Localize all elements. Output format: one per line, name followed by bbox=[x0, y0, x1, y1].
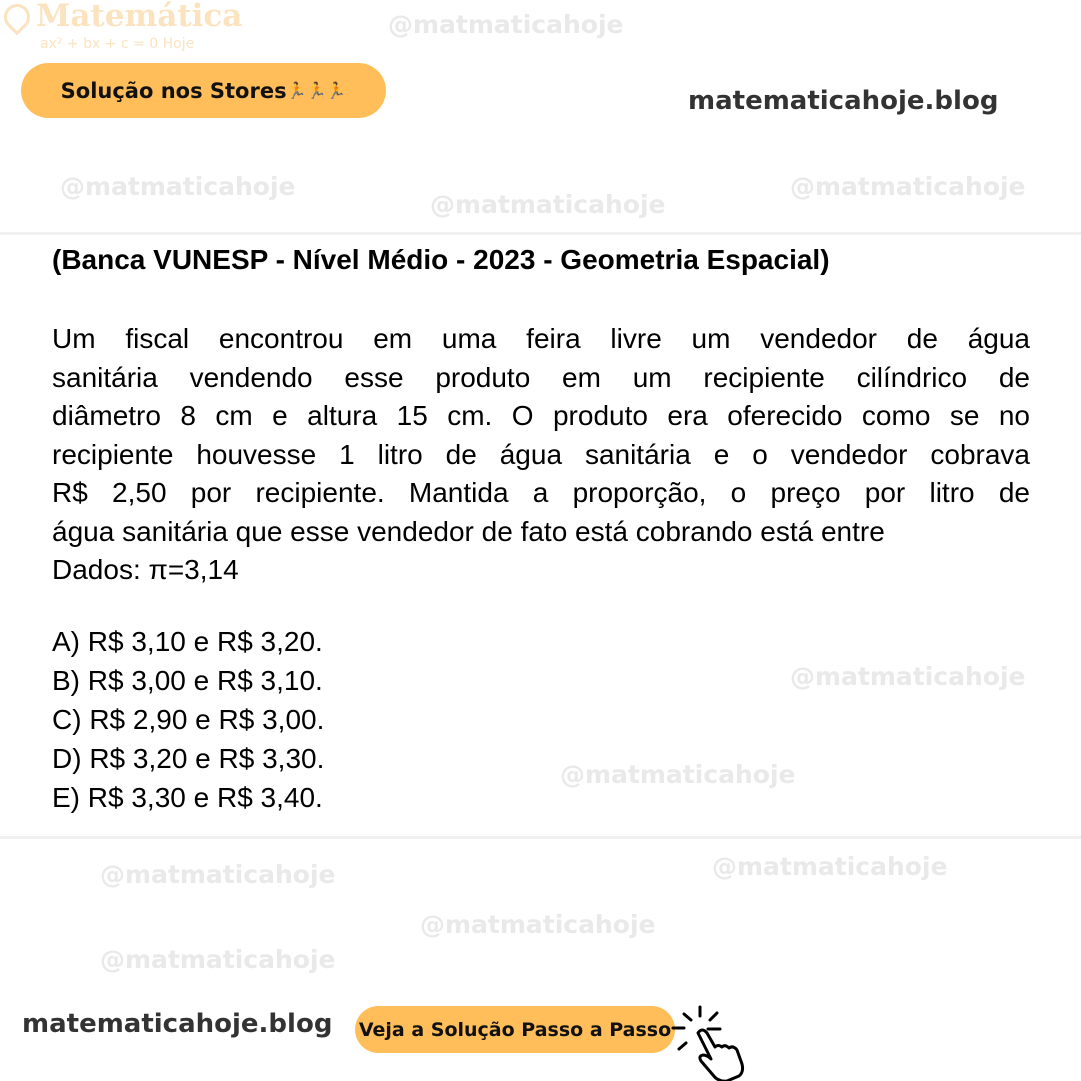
watermark: @matmaticahoje bbox=[790, 662, 1026, 691]
divider bbox=[0, 232, 1081, 235]
site-link-top[interactable]: matematicahoje.blog bbox=[688, 86, 999, 116]
question-line: Um fiscal encontrou em uma feira livre um vendedor de água bbox=[52, 323, 1030, 354]
watermark: @matmaticahoje bbox=[388, 10, 624, 39]
question-line: R$ 2,50 por recipiente. Mantida a proporção, o preço por litro de bbox=[52, 477, 1030, 508]
stores-button[interactable] bbox=[21, 63, 386, 118]
option-e: E) R$ 3,30 e R$ 3,40. bbox=[52, 782, 323, 813]
watermark: @matmaticahoje bbox=[430, 190, 666, 219]
question-title: (Banca VUNESP - Nível Médio - 2023 - Geometria Espacial) bbox=[52, 244, 830, 275]
question-line: sanitária vendendo esse produto em um recipiente cilíndrico de bbox=[52, 361, 1030, 393]
logo-title: Matemática bbox=[36, 0, 243, 34]
watermark: @matmaticahoje bbox=[560, 760, 796, 789]
watermark: @matmaticahoje bbox=[420, 910, 656, 939]
options-list bbox=[52, 622, 324, 817]
watermark: @matmaticahoje bbox=[712, 852, 948, 881]
watermark: @matmaticahoje bbox=[60, 172, 296, 201]
solution-button[interactable] bbox=[355, 1006, 675, 1053]
question-text bbox=[52, 320, 1030, 590]
option-a: A) R$ 3,10 e R$ 3,20. bbox=[52, 626, 323, 657]
watermark: @matmaticahoje bbox=[790, 172, 1026, 201]
watermark: @matmaticahoje bbox=[100, 860, 336, 889]
question-data: Dados: π=3,14 bbox=[52, 554, 239, 585]
option-c: C) R$ 2,90 e R$ 3,00. bbox=[52, 704, 325, 735]
question-line: recipiente houvesse 1 litro de água sanitária e o vendedor cobrava bbox=[52, 438, 1030, 470]
question-line: água sanitária que esse vendedor de fato está cobrando está entre bbox=[52, 515, 885, 547]
question-line: diâmetro 8 cm e altura 15 cm. O produto era oferecido como se no bbox=[52, 400, 1030, 431]
solution-button-label: Veja a Solução Passo a Passo bbox=[358, 1018, 672, 1041]
runner-icons: 🏃🏃🏃 bbox=[286, 81, 347, 100]
site-link-bottom[interactable]: matematicahoje.blog bbox=[22, 1009, 333, 1039]
option-b: B) R$ 3,00 e R$ 3,10. bbox=[52, 665, 323, 696]
pointing-hand-icon bbox=[670, 1005, 755, 1081]
divider bbox=[0, 836, 1081, 839]
option-d: D) R$ 3,20 e R$ 3,30. bbox=[52, 743, 325, 774]
pin-icon bbox=[0, 0, 35, 35]
watermark: @matmaticahoje bbox=[100, 945, 336, 974]
stores-button-label: Solução nos Stores bbox=[60, 78, 287, 103]
logo-subtitle: ax² + bx + c = 0 Hoje bbox=[40, 36, 195, 52]
